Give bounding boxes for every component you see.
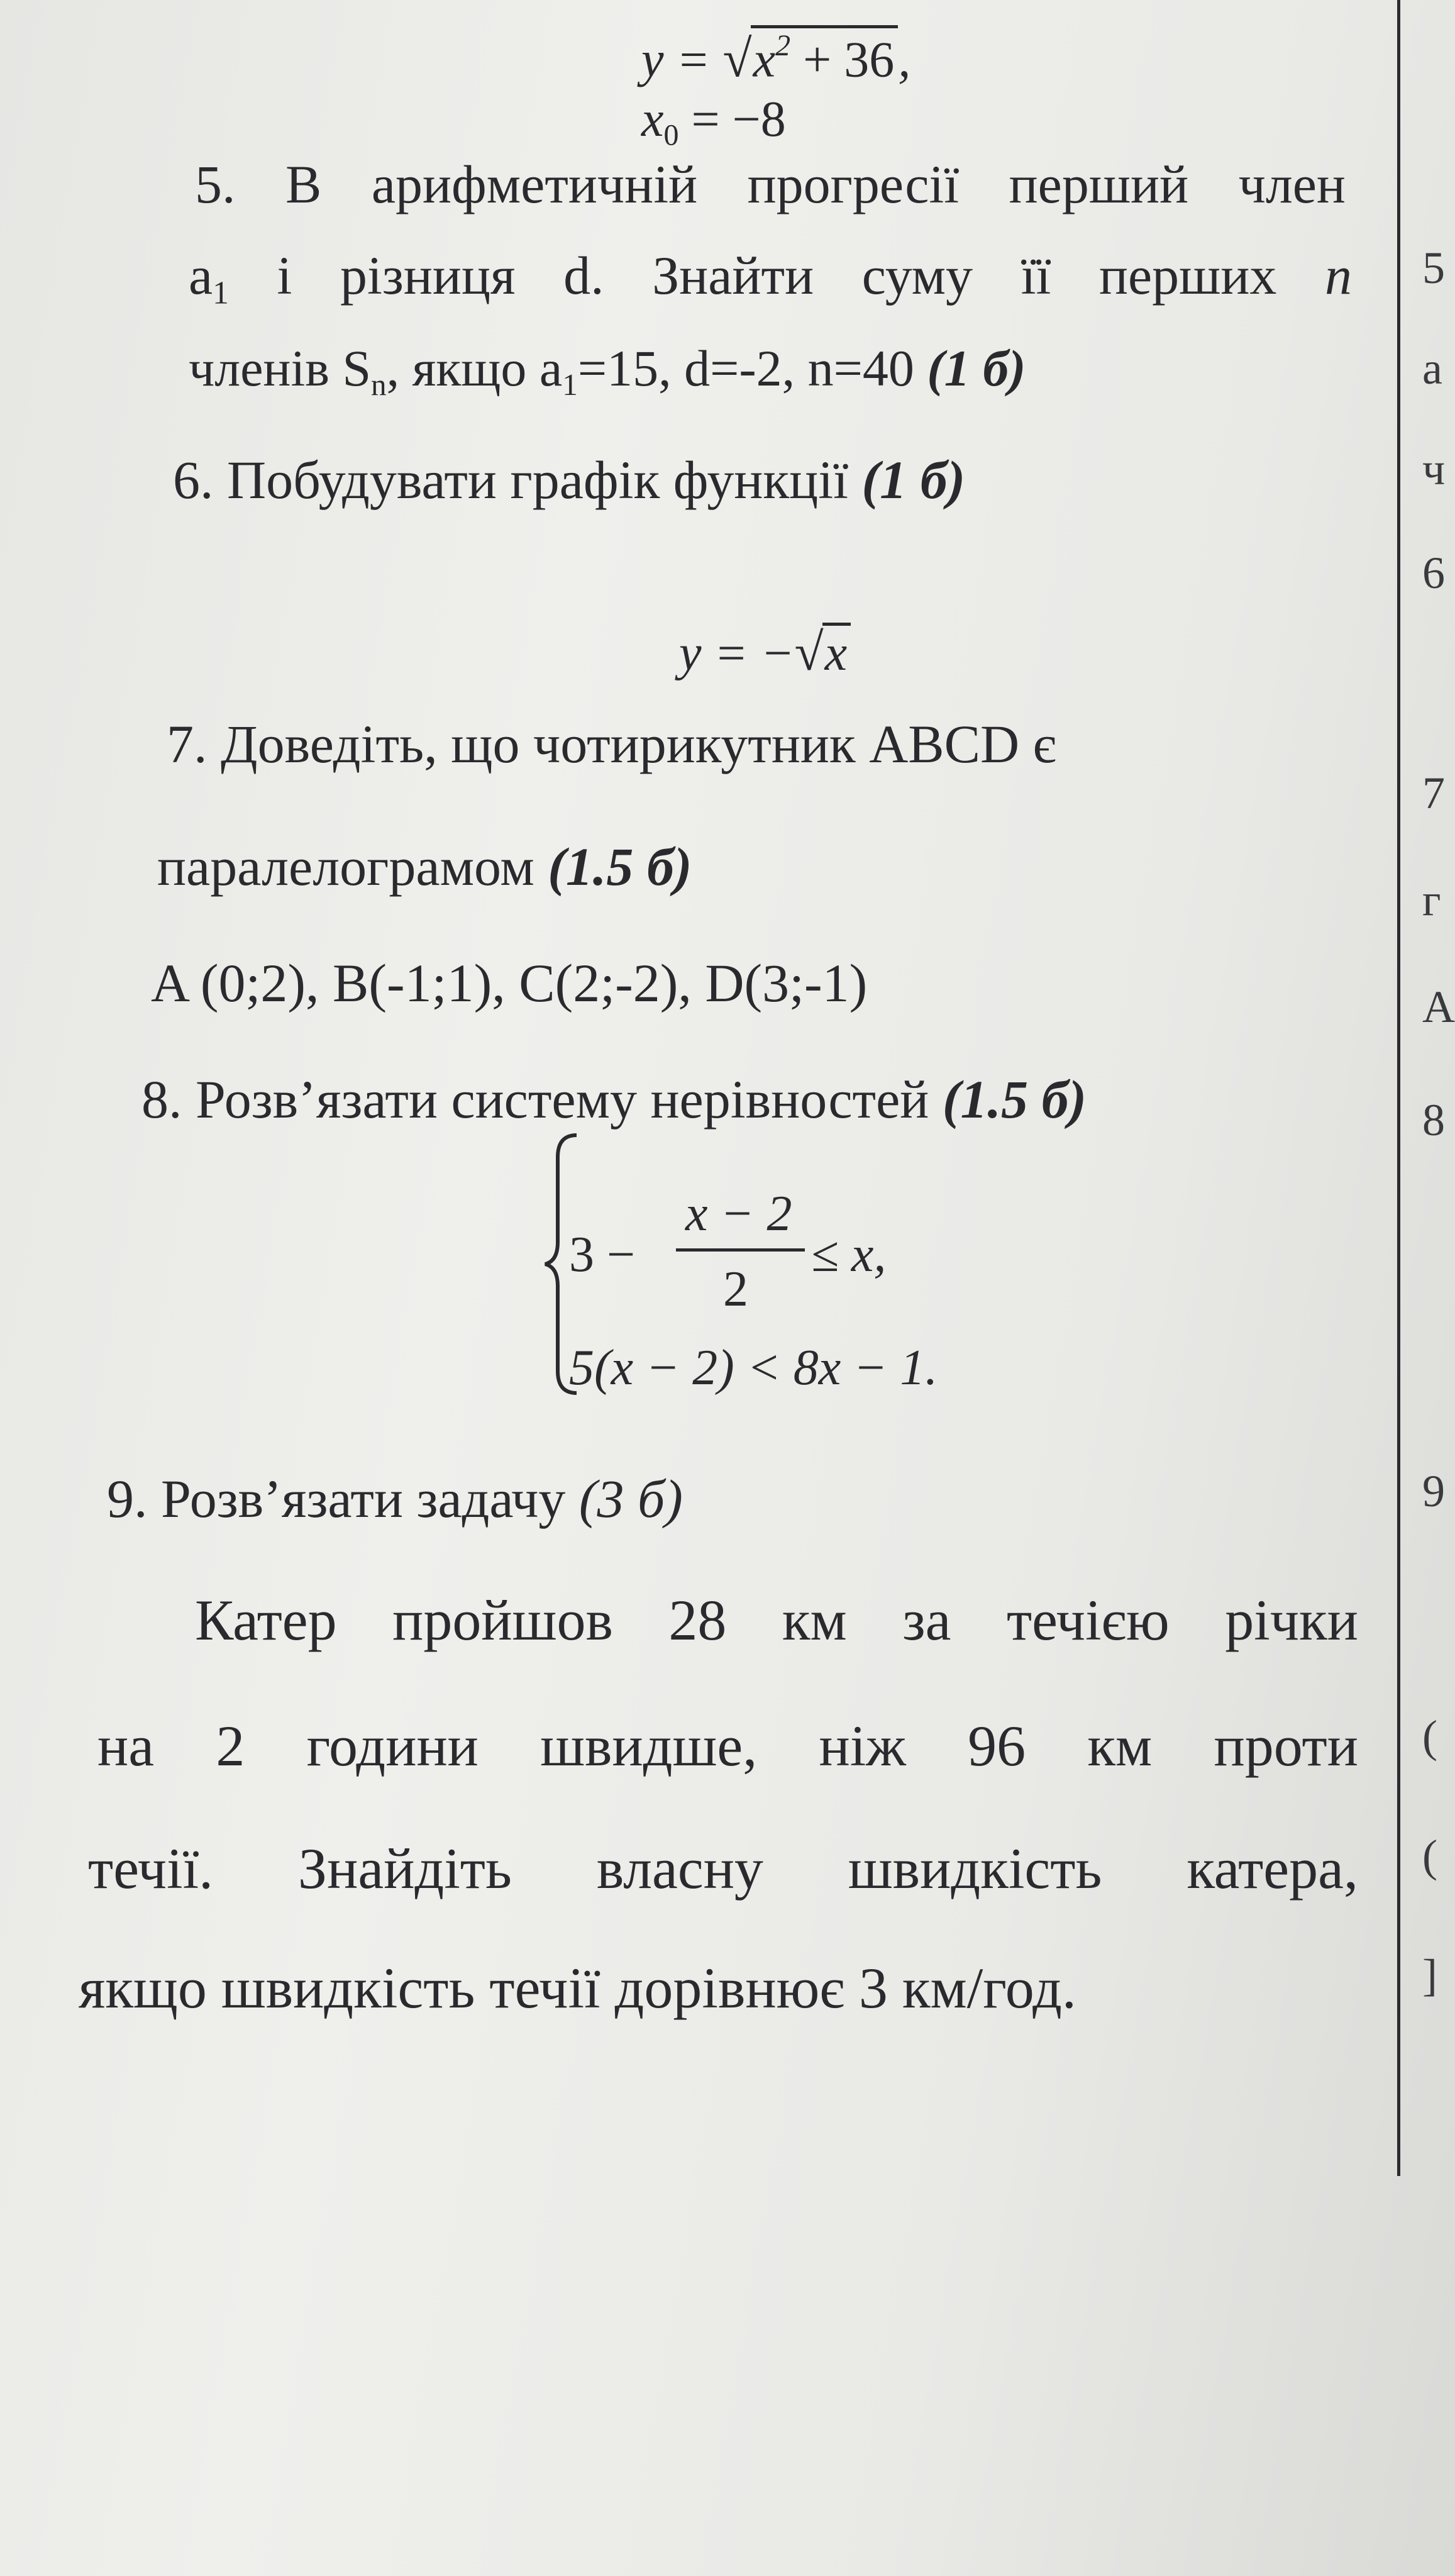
word: річки: [1225, 1588, 1358, 1652]
next-col-ch: ч: [1422, 444, 1446, 494]
task9-para-line2: [97, 1714, 1358, 1778]
task7-line1-text: 7. Доведіть, що чотирикутник ABCD є: [167, 714, 1056, 774]
a-sub: 1: [213, 275, 229, 311]
word: власну: [596, 1836, 763, 1901]
word: і: [277, 245, 292, 306]
radicand-rest: + 36: [790, 32, 895, 88]
task5-number: 5.: [195, 154, 236, 214]
ineq1-num-text: x − 2: [685, 1186, 792, 1241]
word: арифметичній: [371, 154, 698, 214]
task7-line1: [167, 714, 1056, 774]
task9-heading: [107, 1468, 683, 1529]
task9-para-line4-text: якщо швидкість течії дорівнює 3 км/год.: [79, 1956, 1076, 2020]
sqrt-sign: √: [722, 30, 752, 89]
word: ніж: [819, 1714, 906, 1778]
sqrt-radicand: [751, 25, 899, 86]
next-col-paren1: (: [1422, 1711, 1437, 1762]
word: катера,: [1187, 1836, 1358, 1901]
task9-para-line3: [88, 1836, 1358, 1901]
task5-line1: [195, 154, 1346, 214]
task6-points: (1 б): [861, 450, 966, 510]
word: 2: [216, 1714, 245, 1778]
word: d.: [563, 245, 604, 306]
task5-line2: [189, 245, 1352, 311]
next-col-bracket: ]: [1422, 1950, 1437, 2001]
word: прогресії: [747, 154, 960, 214]
ineq1-denominator: [723, 1262, 748, 1317]
formula-y: [641, 25, 911, 89]
task7-points-list: [151, 953, 868, 1013]
word: Катер: [195, 1588, 337, 1652]
word: км: [1087, 1714, 1153, 1778]
next-col-7: 7: [1422, 768, 1445, 818]
ineq1-start-text: 3 −: [569, 1227, 636, 1282]
word: 96: [968, 1714, 1026, 1778]
formula-neg-sqrt: [679, 623, 851, 682]
word: пройшов: [392, 1588, 613, 1652]
task9-points: (3 б): [578, 1468, 683, 1529]
ineq2: [569, 1340, 938, 1396]
word: швидше,: [540, 1714, 758, 1778]
formula-tail: ,: [898, 32, 911, 88]
word-n: n: [1325, 245, 1352, 306]
task7-coordinates: A (0;2), B(-1;1), C(2;-2), D(3;-1): [151, 953, 868, 1013]
column-divider: [1397, 0, 1400, 2176]
formula-y-lhs: y =: [641, 32, 723, 88]
next-col-8: 8: [1422, 1095, 1445, 1145]
radicand-x: x: [753, 32, 776, 88]
task7-line2: [157, 836, 692, 897]
word: суму: [861, 245, 973, 306]
neg-sqrt-lhs: y = −: [679, 626, 795, 681]
neg-sqrt-radicand: x: [822, 623, 851, 679]
x0-value: = −8: [678, 92, 786, 147]
word: 28: [668, 1588, 727, 1652]
task5-points: (1 б): [927, 340, 1026, 397]
word: перший: [1009, 154, 1189, 214]
word: різниця: [340, 245, 516, 306]
word: член: [1238, 154, 1346, 214]
word: за: [902, 1588, 951, 1652]
a1-sub: 1: [562, 367, 578, 402]
next-col-6: 6: [1422, 548, 1445, 598]
ineq1-numerator: [685, 1186, 792, 1241]
word: Знайти: [652, 245, 814, 306]
x0-var: x: [641, 92, 664, 147]
word: течії.: [88, 1836, 214, 1901]
task7-line2-text: паралелограмом: [157, 836, 548, 897]
word: течією: [1006, 1588, 1170, 1652]
word: на: [97, 1714, 155, 1778]
next-col-9: 9: [1422, 1466, 1445, 1516]
word: перших: [1098, 245, 1277, 306]
formula-x0: [641, 94, 786, 150]
s-sub: n: [371, 367, 387, 402]
x0-sub: 0: [663, 118, 679, 152]
word: В: [285, 154, 322, 214]
word: години: [306, 1714, 479, 1778]
ineq1-den-text: 2: [723, 1262, 748, 1317]
task7-points: (1.5 б): [548, 836, 692, 897]
task9-para-line4: [79, 1956, 1076, 2020]
fraction-bar: [676, 1248, 805, 1252]
task9-text: 9. Розв’язати задачу: [107, 1468, 579, 1529]
next-col-g: г: [1422, 875, 1441, 925]
task8-text: 8. Розв’язати систему нерівностей: [141, 1069, 943, 1130]
next-col-5: 5: [1422, 243, 1445, 293]
word: проти: [1214, 1714, 1358, 1778]
task8-points: (1.5 б): [942, 1069, 1087, 1130]
next-col-A: А: [1422, 982, 1455, 1032]
ineq2-text: 5(x − 2) < 8x − 1.: [569, 1340, 938, 1396]
ineq1-end-text: ≤ x,: [811, 1227, 887, 1282]
ineq1-start: [569, 1227, 636, 1282]
line3-start: членів S: [189, 340, 372, 397]
word: км: [782, 1588, 847, 1652]
line3-mid: , якщо a: [386, 340, 563, 397]
radicand-exp: 2: [775, 29, 791, 62]
sqrt-sign: √: [794, 623, 824, 682]
next-col-a: а: [1422, 343, 1442, 394]
line3-rest: =15, d=-2, n=40: [577, 340, 927, 397]
term-a1: [189, 245, 229, 311]
task5-line3: [189, 340, 1026, 402]
next-col-paren2: (: [1422, 1831, 1437, 1881]
task6-text: 6. Побудувати графік функції: [173, 450, 862, 510]
word: Знайдіть: [298, 1836, 512, 1901]
word: її: [1021, 245, 1051, 306]
word: швидкість: [848, 1836, 1102, 1901]
task8-heading: [141, 1069, 1087, 1130]
task6-heading: [173, 450, 966, 510]
task9-para-line1: [195, 1588, 1358, 1652]
ineq1-end: [811, 1227, 887, 1282]
a-var: a: [189, 245, 213, 306]
